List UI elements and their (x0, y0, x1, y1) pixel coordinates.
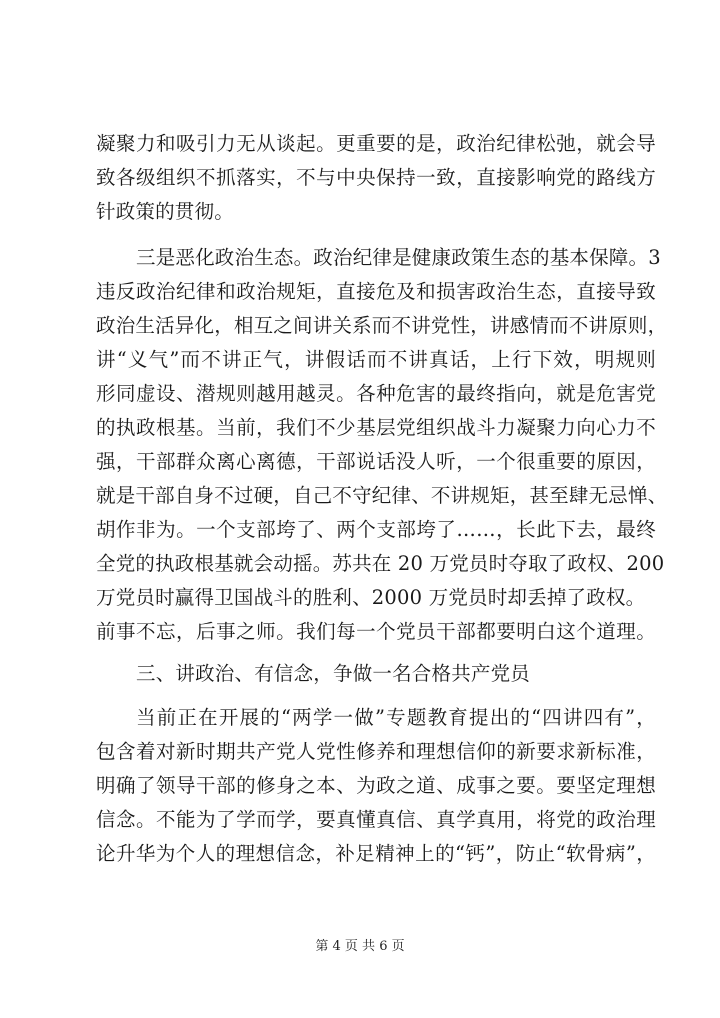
text-line: 明确了领导干部的修身之本、为政之道、成事之要。要坚定理想 (96, 774, 656, 797)
text-line: 政治生活异化，相互之间讲关系而不讲党性，讲感情而不讲原则， (96, 314, 668, 337)
text-line: 三是恶化政治生态。政治纪律是健康政策生态的基本保障。3 (136, 246, 661, 269)
text-line: 形同虚设、潜规则越用越灵。各种危害的最终指向，就是危害党 (96, 382, 656, 405)
text-line: 凝聚力和吸引力无从谈起。更重要的是，政治纪律松弛，就会导 (96, 132, 656, 155)
text-line: 违反政治纪律和政治规矩，直接危及和损害政治生态，直接导致 (96, 280, 656, 303)
text-line: 讲“义气”而不讲正气，讲假话而不讲真话，上行下效，明规则 (96, 348, 656, 371)
text-line: 万党员时赢得卫国战斗的胜利、2000 万党员时却丢掉了政权。 (96, 586, 646, 609)
text-line: 的执政根基。当前，我们不少基层党组织战斗力凝聚力向心力不 (96, 416, 656, 439)
section-heading: 三、讲政治、有信念，争做一名合格共产党员 (136, 662, 531, 685)
text-line: 论升华为个人的理想信念，补足精神上的“钙”，防止“软骨病”， (96, 842, 656, 865)
text-line: 信念。不能为了学而学，要真懂真信、真学真用，将党的政治理 (96, 808, 656, 831)
text-line: 针政策的贯彻。 (96, 200, 234, 223)
text-line: 包含着对新时期共产党人党性修养和理想信仰的新要求新标准， (96, 740, 656, 763)
text-line: 致各级组织不抓落实，不与中央保持一致，直接影响党的路线方 (96, 166, 656, 189)
text-line: 全党的执政根基就会动摇。苏共在 20 万党员时夺取了政权、200 (96, 552, 665, 575)
page-number-footer: 第 4 页 共 6 页 (315, 939, 405, 954)
text-line: 当前正在开展的“两学一做”专题教育提出的“四讲四有”， (136, 706, 656, 729)
text-line: 就是干部自身不过硬，自己不守纪律、不讲规矩，甚至肆无忌惮、 (96, 484, 668, 507)
text-line: 强，干部群众离心离德，干部说话没人听，一个很重要的原因， (96, 450, 656, 473)
text-line: 前事不忘，后事之师。我们每一个党员干部都要明白这个道理。 (96, 620, 656, 643)
text-line: 胡作非为。一个支部垮了、两个支部垮了……，长此下去，最终 (96, 518, 656, 541)
